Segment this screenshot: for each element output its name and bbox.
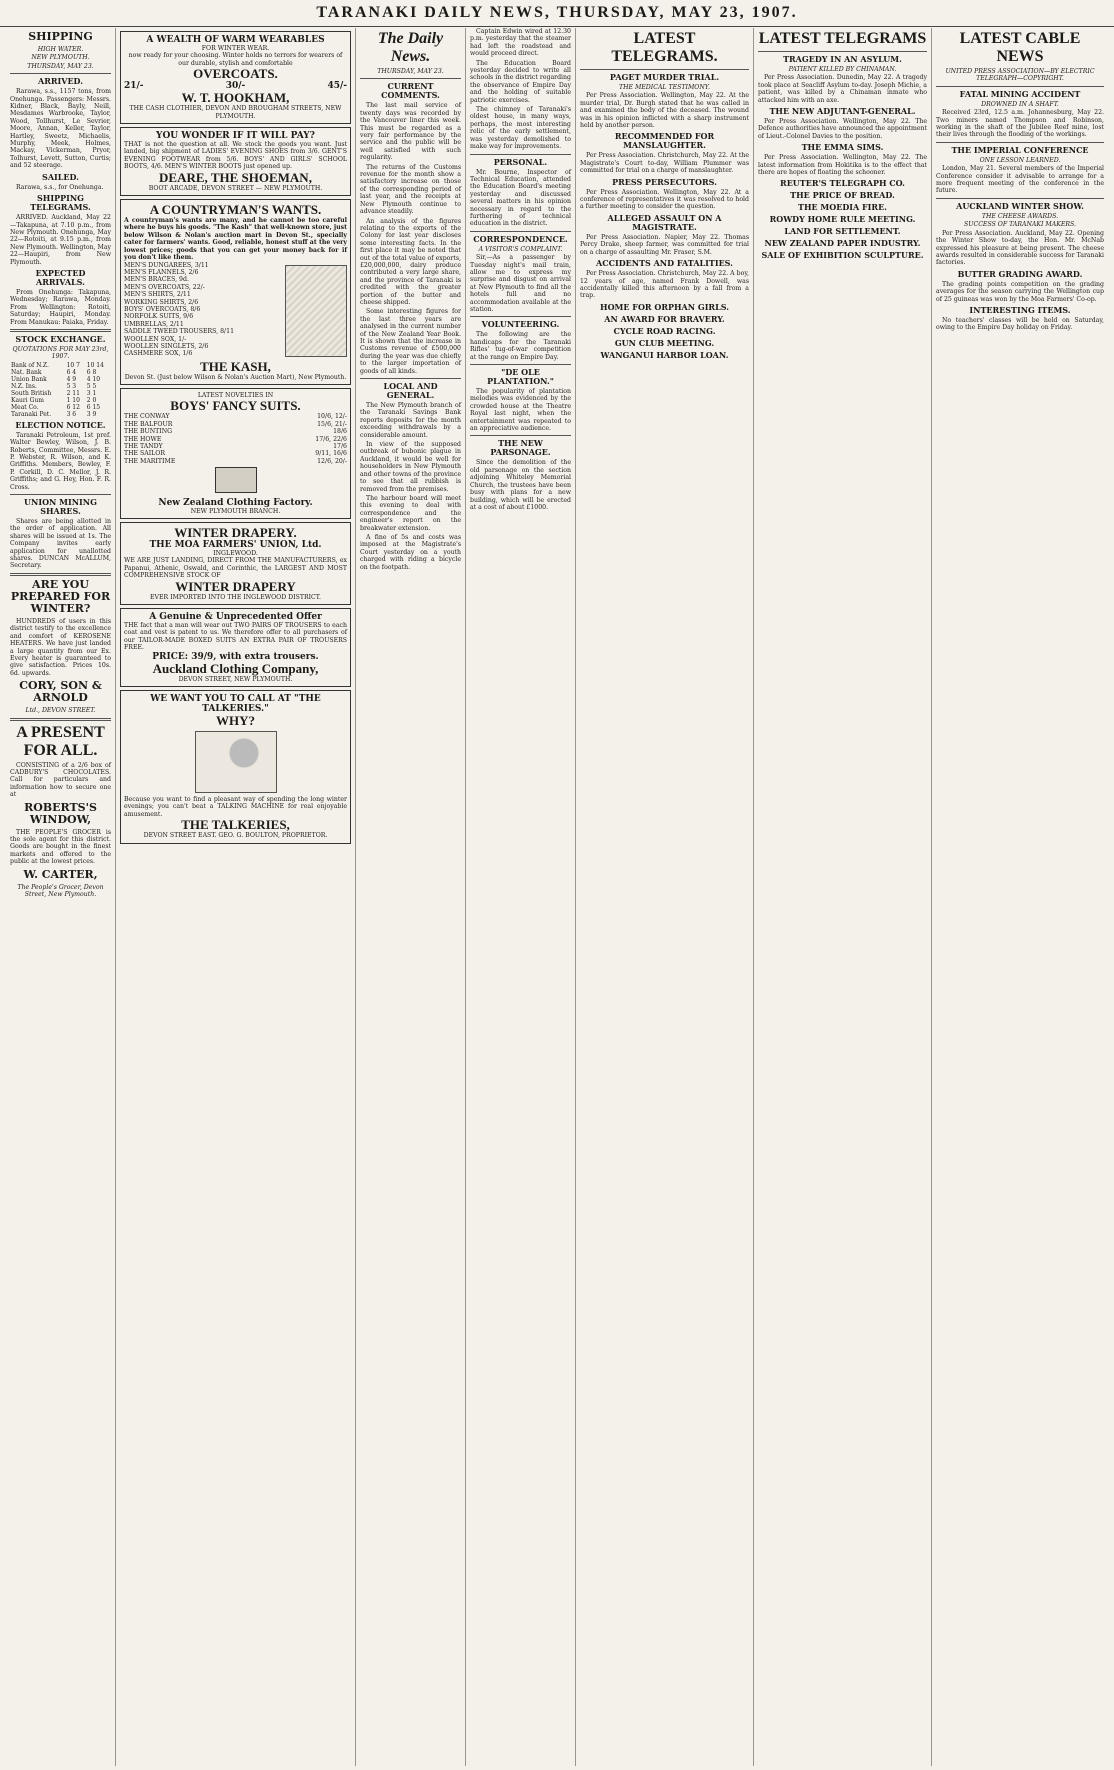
table-row: N.Z. Ins. 5 3 5 5 [11,382,97,390]
imperial-conference-heading: THE IMPERIAL CONFERENCE [951,144,1089,155]
kash-sub: Devon St. (Just below Wilson & Nolan's Auction Mart), New Plymouth. [124,373,347,381]
article-paragraph: The last mail service of twenty days was recorded by the Vancouver liner this week. This must be regarded as a very fair performance by the service and the public will be well satisfied with such regularity. [360,102,461,162]
overcoat-ad-tag: FOR WINTER WEAR. [201,45,270,52]
editorial-title: The Daily News. [377,30,444,65]
asylum-text: Per Press Association. Dunedin, May 22. A tragedy took place at Seacliff Asylum to-day. Joseph Michie, a patient, was killed by a Chinaman inmate who attacked him with an axe. [758,74,927,104]
home-rule-heading: ROWDY HOME RULE MEETING. [769,214,916,225]
moa-body: WE ARE JUST LANDING, DIRECT FROM THE MANUFACTURERS, ex Papanui, Athenic, Oswald, and Corinthic, the LARGEST AND MOST COMPREHENSIVE STOCK OF [124,557,347,580]
table-row: Union Bank 4 9 4 10 [11,375,101,383]
table-row: THE MARITIME 12/6, 20/- [124,457,347,465]
hookham-sub: THE CASH CLOTHIER, DEVON AND BROUGHAM STREETS, NEW PLYMOUTH. [129,105,342,120]
nz-clothing-logo-icon [215,467,257,493]
election-text: Taranaki Petroleum, 1st pref. Walter Bewley, Wilson, J. B. Roberts, Committee, Messrs. E. P. Webster, R. Wilson, and K. Griffiths. Members, Bewley, F. P. Corkill, D. C. Mellor, J. R. Griffiths; and G. Hey, Hon. F. R. Cross. [10,431,111,491]
sailed-text: Rarawa, s.s., for Onehunga. [16,183,104,191]
emma-sims-heading: THE EMMA SIMS. [801,142,884,153]
deare-ad-title: YOU WONDER IF IT WILL PAY? [156,131,315,142]
list-item: WOOLLEN SINGLETS, 2/6 [124,342,209,350]
bravery-heading: AN AWARD FOR BRAVERY. [604,313,725,324]
asylum-subheading: PATIENT KILLED BY CHINAMAN. [788,66,897,73]
reuters-heading: REUTER'S TELEGRAPH CO. [780,178,905,189]
moa-sub: INGLEWOOD. [213,549,258,557]
column-telegrams-2 [754,28,932,1766]
assault-text: Per Press Association. Napier, May 22. Thomas Percy Drake, sheep farmer, was committed for trial on a charge of assaulting Mr. Fraser, S.M. [580,233,749,256]
butter-grading-text: The grading points competition on the grading averages for the season carrying the Wellington cup of 25 guineas was won by the Moa Farmers' Co-op. [936,280,1104,303]
paper-industry-heading: NEW ZEALAND PAPER INDUSTRY. [764,238,921,249]
column-advertisements [116,28,356,1766]
manslaughter-text: Per Press Association. Christchurch, May 22. At the Magistrate's Court to-day, William Plummer was committed for trial on a charge of manslaughter. [580,152,749,175]
orphan-heading: HOME FOR ORPHAN GIRLS. [600,301,729,312]
table-row: THE BUNTING 18/6 [124,428,347,436]
list-item: MEN'S DUNGAREES, 3/11 [124,261,209,269]
cycle-heading: CYCLE ROAD RACING. [613,325,716,336]
shipping-line-2: NEW PLYMOUTH. [31,54,90,62]
talkeries-ad-title: WE WANT YOU TO CALL AT "THE TALKERIES." [150,694,321,715]
deare-ad-body: THAT is not the question at all. We stock the goods you want. Just landed, big shipment of LADIES' EVENING SHOES from 3/6. GENT'S EVENING FOOTWEAR from 5/6. BOYS' AND GIRLS' SCHOOL BOOTS, 4/6. MEN'S WINTER BOOTS just opened up. [124,141,347,171]
auckland-sub: DEVON STREET, NEW PLYMOUTH. [178,675,293,683]
deare-ad [120,127,351,196]
stock-exchange-sub: QUOTATIONS FOR MAY 23rd, 1907. [12,345,109,361]
overcoat-ad-body: now ready for your choosing. Winter holds no terrors for wearers of our durable, stylish and comfortable [128,52,343,67]
roberts-window-text: THE PEOPLE'S GROCER is the sole agent for this district. Goods are bought in the finest markets and offered to the public at the lowest prices. [10,828,111,866]
table-row: THE BALFOUR 15/6, 21/- [124,420,347,428]
cable-news-heading: LATEST CABLE NEWS [959,30,1081,65]
columns [6,28,1108,1766]
boys-suits-ad-big: BOYS' FANCY SUITS. [170,398,301,414]
press-text: Per Press Association. Wellington, May 22. At a conference of representatives it was resolved to hold a further meeting to consider the question. [580,188,749,211]
table-row: Bank of N.Z. 10 7 10 14 [11,361,104,369]
moa-name: THE MOA FARMERS' UNION, Ltd. [149,539,322,550]
current-comments-heading: CURRENT COMMENTS. [381,81,440,101]
kash-ad [120,199,351,385]
emma-sims-text: Per Press Association. Wellington, May 22. The latest information from Hokitika is to the effect that there are hopes of floating the schooner. [758,154,927,177]
winter-show-text: Per Press Association. Auckland, May 22. Opening the Winter Show to-day, the Hon. Mr. McNab expressed his pleasure at being present. The cheese awards resulted in considerable success for Taranaki factories. [936,229,1104,267]
parsonage-heading: THE NEW PARSONAGE. [490,438,551,458]
expected-arrivals-heading: EXPECTED ARRIVALS. [35,267,86,287]
talkeries-why: WHY? [216,713,255,729]
table-row: Kauri Gum 1 10 2 0 [11,396,97,404]
shipping-telegrams-text: ARRIVED. Auckland, May 22—Takapuna, at 7.10 p.m., from New Plymouth. Onehunga, May 22—Rotoiti, at 9.15 p.m., from New Plymouth. Wellington, May 22—Haupiri, from New Plymouth. [10,214,112,266]
overcoat-ad-title: A WEALTH OF WARM WEARABLES [146,35,325,45]
list-item: WOOLLEN SOX, 1/- [124,335,187,343]
sailed-heading: SAILED. [42,171,79,182]
article-paragraph: In view of the supposed outbreak of bubonic plague in Auckland, it would be well for householders in New Plymouth and other towns of the province to see that all rubbish is removed from the premises. [360,441,461,493]
list-item: MEN'S BRACES, 9d. [124,276,189,284]
cory-arnold-heading: CORY, SON & ARNOLD [19,679,102,705]
accidents-text: Per Press Association. Christchurch, May 22. A boy, 12 years of age, named Frank Dowell, was accidentally killed this afternoon by a fall from a trap. [580,270,749,300]
talkeries-ad [120,690,351,844]
carter-heading: W. CARTER, [23,867,98,881]
paget-subheading: THE MEDICAL TESTIMONY. [618,84,711,91]
paget-text: Per Press Association. Wellington, May 22. At the murder trial, Dr. Burgh stated that he was called in and examined the body of the deceased. The wound was in his opinion inflicted with a sharp instrument held by another person. [580,92,749,130]
carter-sub: The People's Grocer, Devon Street, New Plymouth. [17,883,104,898]
hookham-name: W. T. HOOKHAM, [181,90,290,106]
winter-heading: ARE YOU PREPARED FOR WINTER? [10,577,111,615]
list-item: WORKING SHIRTS, 2/6 [124,298,199,306]
latest-telegrams-heading-2: LATEST TELEGRAMS [758,30,927,47]
moedia-heading: THE MOEDIA FIRE. [798,202,887,213]
table-row: Taranaki Pet. 3 6 3 9 [11,410,97,418]
table-row: THE CONWAY 10/6, 12/- [124,413,347,421]
mining-shares-text: Shares are being allotted in the order of application. All shares will be issued at 1s. The Company invites early application for unallotted shares. DUNCAN McALLUM, Secretary. [10,518,111,570]
winter-show-heading: AUCKLAND WINTER SHOW. [956,200,1084,211]
moa-ad-title: WINTER DRAPERY. [174,524,297,540]
list-item: NORFOLK SUITS, 9/6 [124,313,194,321]
man-illustration [285,265,347,357]
masthead: TARANAKI DAILY NEWS, THURSDAY, MAY 23, 1907. [0,4,1114,27]
article-paragraph: The Education Board yesterday decided to write all schools in the district regarding the observance of Empire Day and the holding of suitable patriotic exercises. [470,59,571,104]
table-row: South British 2 11 3 1 [11,389,97,397]
adjutant-heading: THE NEW ADJUTANT-GENERAL. [769,106,916,117]
auckland-ad-body: THE fact that a man will wear out TWO PAIRS OF TROUSERS to each coat and vest is patent to us. We therefore offer to all purchasers of our TAILOR-MADE BOXED SUITS AN EXTRA PAIR OF TROUSERS FREE. [124,622,347,652]
mining-accident-text: Received 23rd, 12.5 a.m. Johannesburg, May 22. Two miners named Thompson and Robinson, working in the shaft of the Jubilee Reef mine, lost their lives through the flooding of the workings. [936,109,1104,139]
correspondence-subheading: A VISITOR'S COMPLAINT. [478,245,563,253]
overcoat-ad [120,31,351,124]
overcoat-price-3: 45/- [327,81,347,92]
press-heading: PRESS PERSECUTORS. [612,176,717,187]
kash-price-list [124,262,281,358]
boys-suits-ad [120,388,351,519]
editorial-date: THURSDAY, MAY 23. [377,68,444,75]
list-item: SADDLE TWEED TROUSERS, 8/11 [124,328,235,336]
list-item: UMBRELLAS, 2/11 [124,320,184,328]
mining-accident-subheading: DROWNED IN A SHAFT. [981,100,1059,108]
nz-clothing-name: New Zealand Clothing Factory. [158,497,313,508]
cheese-awards-subheading: THE CHEESE AWARDS. [981,212,1059,220]
column-shipping [6,28,116,1766]
accidents-heading: ACCIDENTS AND FATALITIES. [596,258,733,269]
plantation-heading: "DE OLE PLANTATION." [487,367,554,387]
imperial-conference-text: London, May 21. Several members of the Imperial Conference consider it advisable to arrange for a more frequent meeting of the conference in the future. [936,165,1104,195]
gramophone-icon [195,731,277,793]
table-row: THE HOWE 17/6, 22/6 [124,435,347,443]
personal-text: Mr. Bourne, Inspector of Technical Education, attended the Education Board's meeting yesterday and discussed several matters in his opinion necessary in regard to the furthering of technical education in the district. [470,168,571,228]
volunteering-heading: VOLUNTEERING. [481,319,560,330]
sculpture-heading: SALE OF EXHIBITION SCULPTURE. [761,250,924,261]
column-cable-news [932,28,1108,1766]
stock-table [10,362,111,418]
article-paragraph: Captain Edwin wired at 12.30 p.m. yesterday that the steamer had left the roadstead and would proceed direct. [470,28,571,58]
article-paragraph: Some interesting figures for the last three years are analysed in the current number of the New Zealand Year Book. It is shown that the increase in Customs revenue of £500,000 during the year was due chiefly to the larger importation of goods of all kinds. [360,308,461,375]
settlement-heading: LAND FOR SETTLEMENT. [784,226,901,237]
election-heading: ELECTION NOTICE. [15,419,106,430]
column-local-news [466,28,576,1766]
article-paragraph: The New Plymouth branch of the Taranaki Savings Bank reports deposits for the month exceeding withdrawals by a considerable amount. [360,402,461,439]
butter-grading-heading: BUTTER GRADING AWARD. [957,268,1083,279]
moa-big: WINTER DRAPERY [175,578,296,594]
moa-ad [120,522,351,605]
list-item: MEN'S FLANNELS, 2/6 [124,268,199,276]
kash-ad-title: A COUNTRYMAN'S WANTS. [149,202,322,218]
shipping-line-1: HIGH WATER. [37,46,84,53]
arrived-heading: ARRIVED. [38,76,83,87]
talkeries-body: Because you want to find a pleasant way of spending the long winter evenings; you can't beat a TALKING MACHINE for real enjoyable amusement. [124,796,347,818]
article-paragraph: The harbour board will meet this evening to deal with correspondence and the engineer's report on the breakwater extension. [360,494,461,532]
expected-arrivals-text: From Onehunga: Takapuna, Wednesday; Rarawa, Monday. From Wellington: Rotoiti, Saturday; Haupiri, Monday. From Manukau: Paiaka, Friday. [10,288,111,326]
auckland-ad-price: PRICE: 39/9, with extra trousers. [152,651,319,662]
auckland-name: Auckland Clothing Company, [152,660,319,676]
article-paragraph: The returns of the Customs revenue for the month show a satisfactory increase on those of the corresponding period of last year, and the receipts at New Plymouth continue to advance steadily. [360,163,461,216]
local-general-heading: LOCAL AND GENERAL. [383,381,438,401]
overcoat-price-1: 21/- [124,81,144,92]
moa-foot: EVER IMPORTED INTO THE INGLEWOOD DISTRICT. [150,593,321,601]
auckland-clothing-ad [120,608,351,687]
mining-accident-heading: FATAL MINING ACCIDENT [959,88,1081,99]
manslaughter-heading: RECOMMENDED FOR MANSLAUGHTER. [614,131,715,151]
table-row: Meat Co. 6 12 6 15 [11,403,101,411]
list-item: CASHMERE SOX, 1/6 [124,350,193,358]
present-heading: A PRESENT FOR ALL. [16,723,105,759]
asylum-heading: TRAGEDY IN AN ASYLUM. [783,54,902,64]
column-telegrams-1 [576,28,754,1766]
article-paragraph: The chimney of Taranaki's oldest house, in many ways, perhaps, the most interesting relic of the early settlement, was yesterday demolished to make way for improvements. [470,106,571,151]
list-item: MEN'S SHIRTS, 2/11 [124,291,191,299]
present-text: CONSISTING of a 2/6 box of CADBURY'S CHOCOLATES. Call for particulars and information how to secure one at [10,761,111,799]
interesting-items-heading: INTERESTING ITEMS. [969,304,1071,315]
taranaki-makers-subheading: SUCCESS OF TARANAKI MAKERS. [964,221,1076,229]
imperial-conference-subheading: ONE LESSON LEARNED. [979,156,1061,164]
table-row: THE SAILOR 9/11, 16/6 [124,450,347,458]
article-paragraph: An analysis of the figures relating to the exports of the Colony for last year discloses some interesting facts. In the first place it may be noted that out of the total value of exports, £20,000,000, dairy produce contributed a very large share, and the province of Taranaki is credited with the greater portion of the butter and cheese shipped. [360,217,461,306]
nz-clothing-sub: NEW PLYMOUTH BRANCH. [190,507,281,515]
column-editorial [356,28,466,1766]
table-row: Nat. Bank 6 4 6 8 [11,368,97,376]
overcoat-price-2: 30/- [225,81,246,92]
harbor-loan-heading: WANGANUI HARBOR LOAN. [600,349,729,360]
correspondence-text: Sir,—As a passenger by Tuesday night's mail train, allow me to express my surprise and disgust on arrival at New Plymouth to find all the hotels full and no accommodation available at the station. [470,254,571,313]
talkeries-name: THE TALKERIES, [181,817,290,833]
shipping-line-3: THURSDAY, MAY 23. [27,62,94,70]
mining-shares-heading: UNION MINING SHARES. [24,497,97,517]
assault-heading: ALLEGED ASSAULT ON A MAGISTRATE. [607,212,722,232]
deare-name: DEARE, THE SHOEMAN, [159,169,312,185]
kash-ad-body: A countryman's wants are many, and he cannot be too careful where he buys his goods. "The Kash" that well-known store, just below Wilson & Nolan's auction mart in Devon St., specially cater for farmers' wants. Good, reliable, honest stuff at the very lowest prices; goods that you can get your money back for if you don't like them. [124,217,347,262]
personal-heading: PERSONAL. [493,156,548,167]
stock-exchange-heading: STOCK EXCHANGE. [15,333,106,344]
latest-telegrams-heading: LATEST TELEGRAMS. [611,30,718,65]
gun-club-heading: GUN CLUB MEETING. [614,337,715,348]
list-item: BOYS' OVERCOATS, 8/6 [124,305,201,313]
interesting-items-text: No teachers' classes will be held on Saturday, owing to the Empire Day holiday on Friday. [936,316,1104,332]
parsonage-text: Since the demolition of the old parsonage on the section adjoining Whiteley Memorial Church, the trustees have been busy with plans for a new building, which will be erected at a cost of about £1000. [470,459,571,511]
bread-heading: THE PRICE OF BREAD. [790,190,895,201]
list-item: MEN'S OVERCOATS, 22/- [124,283,205,291]
adjutant-text: Per Press Association. Wellington, May 22. The Defence authorities have announced the appointment of Lieut.-Colonel Davies to the position. [758,118,927,140]
table-row: THE TANDY 17/6 [124,442,347,450]
kash-name: THE KASH, [200,358,271,374]
auckland-ad-title: A Genuine & Unprecedented Offer [149,612,322,622]
arrived-text: Rarawa, s.s., 1157 tons, from Onehunga. Passengers: Messrs. Kidner, Black, Bayly, Neill, Mesdames Warbrooke, Taylor, Wood, Tollhurst, Le Sevrier, Moore, Annan, Keller, Taylor, Hartley, Sweetz, Michaelis, Murphy, Meek, Holmes, Mackay, Vickerman, Pryor, Tolhurst, Levett, Sutton, Curtis; and 52 steerage. [10,88,111,170]
talkeries-sub: DEVON STREET EAST. GEO. G. BOULTON, PROPRIETOR. [143,832,328,840]
article-paragraph: A fine of 5s and costs was imposed at the Magistrate's Court yesterday on a youth charged with riding a bicycle on the footpath. [360,533,461,571]
cory-arnold-sub: Ltd., DEVON STREET. [25,707,96,715]
deare-sub: BOOT ARCADE, DEVON STREET — NEW PLYMOUTH. [148,184,323,192]
plantation-text: The popularity of plantation melodies was evidenced by the crowded house at the Theatre Royal last night, when the entertainment was repeated to an appreciative audience. [470,388,571,433]
shipping-heading: SHIPPING [28,30,93,43]
overcoat-ad-big: OVERCOATS. [193,66,278,82]
shipping-telegrams-heading: SHIPPING TELEGRAMS. [30,193,91,213]
volunteering-text: The following are the handicaps for the Taranaki Rifles' tug-of-war competition at the range on Empire Day. [470,331,571,361]
cable-news-sub: UNITED PRESS ASSOCIATION—BY ELECTRIC TELEGRAPH—COPYRIGHT. [945,68,1095,83]
boys-suits-ad-title: LATEST NOVELTIES IN [197,391,274,399]
correspondence-heading: CORRESPONDENCE. [473,233,568,244]
winter-text: HUNDREDS of users in this district testify to the excellence and comfort of KEROSENE HEATERS. We have just landed a large quantity from our Ex. Every heater is guaranteed to give satisfaction. Prices 10s. 6d. upwards. [10,617,111,677]
roberts-window-heading: ROBERTS'S WINDOW, [24,800,97,826]
paget-heading: PAGET MURDER TRIAL. [609,72,720,82]
